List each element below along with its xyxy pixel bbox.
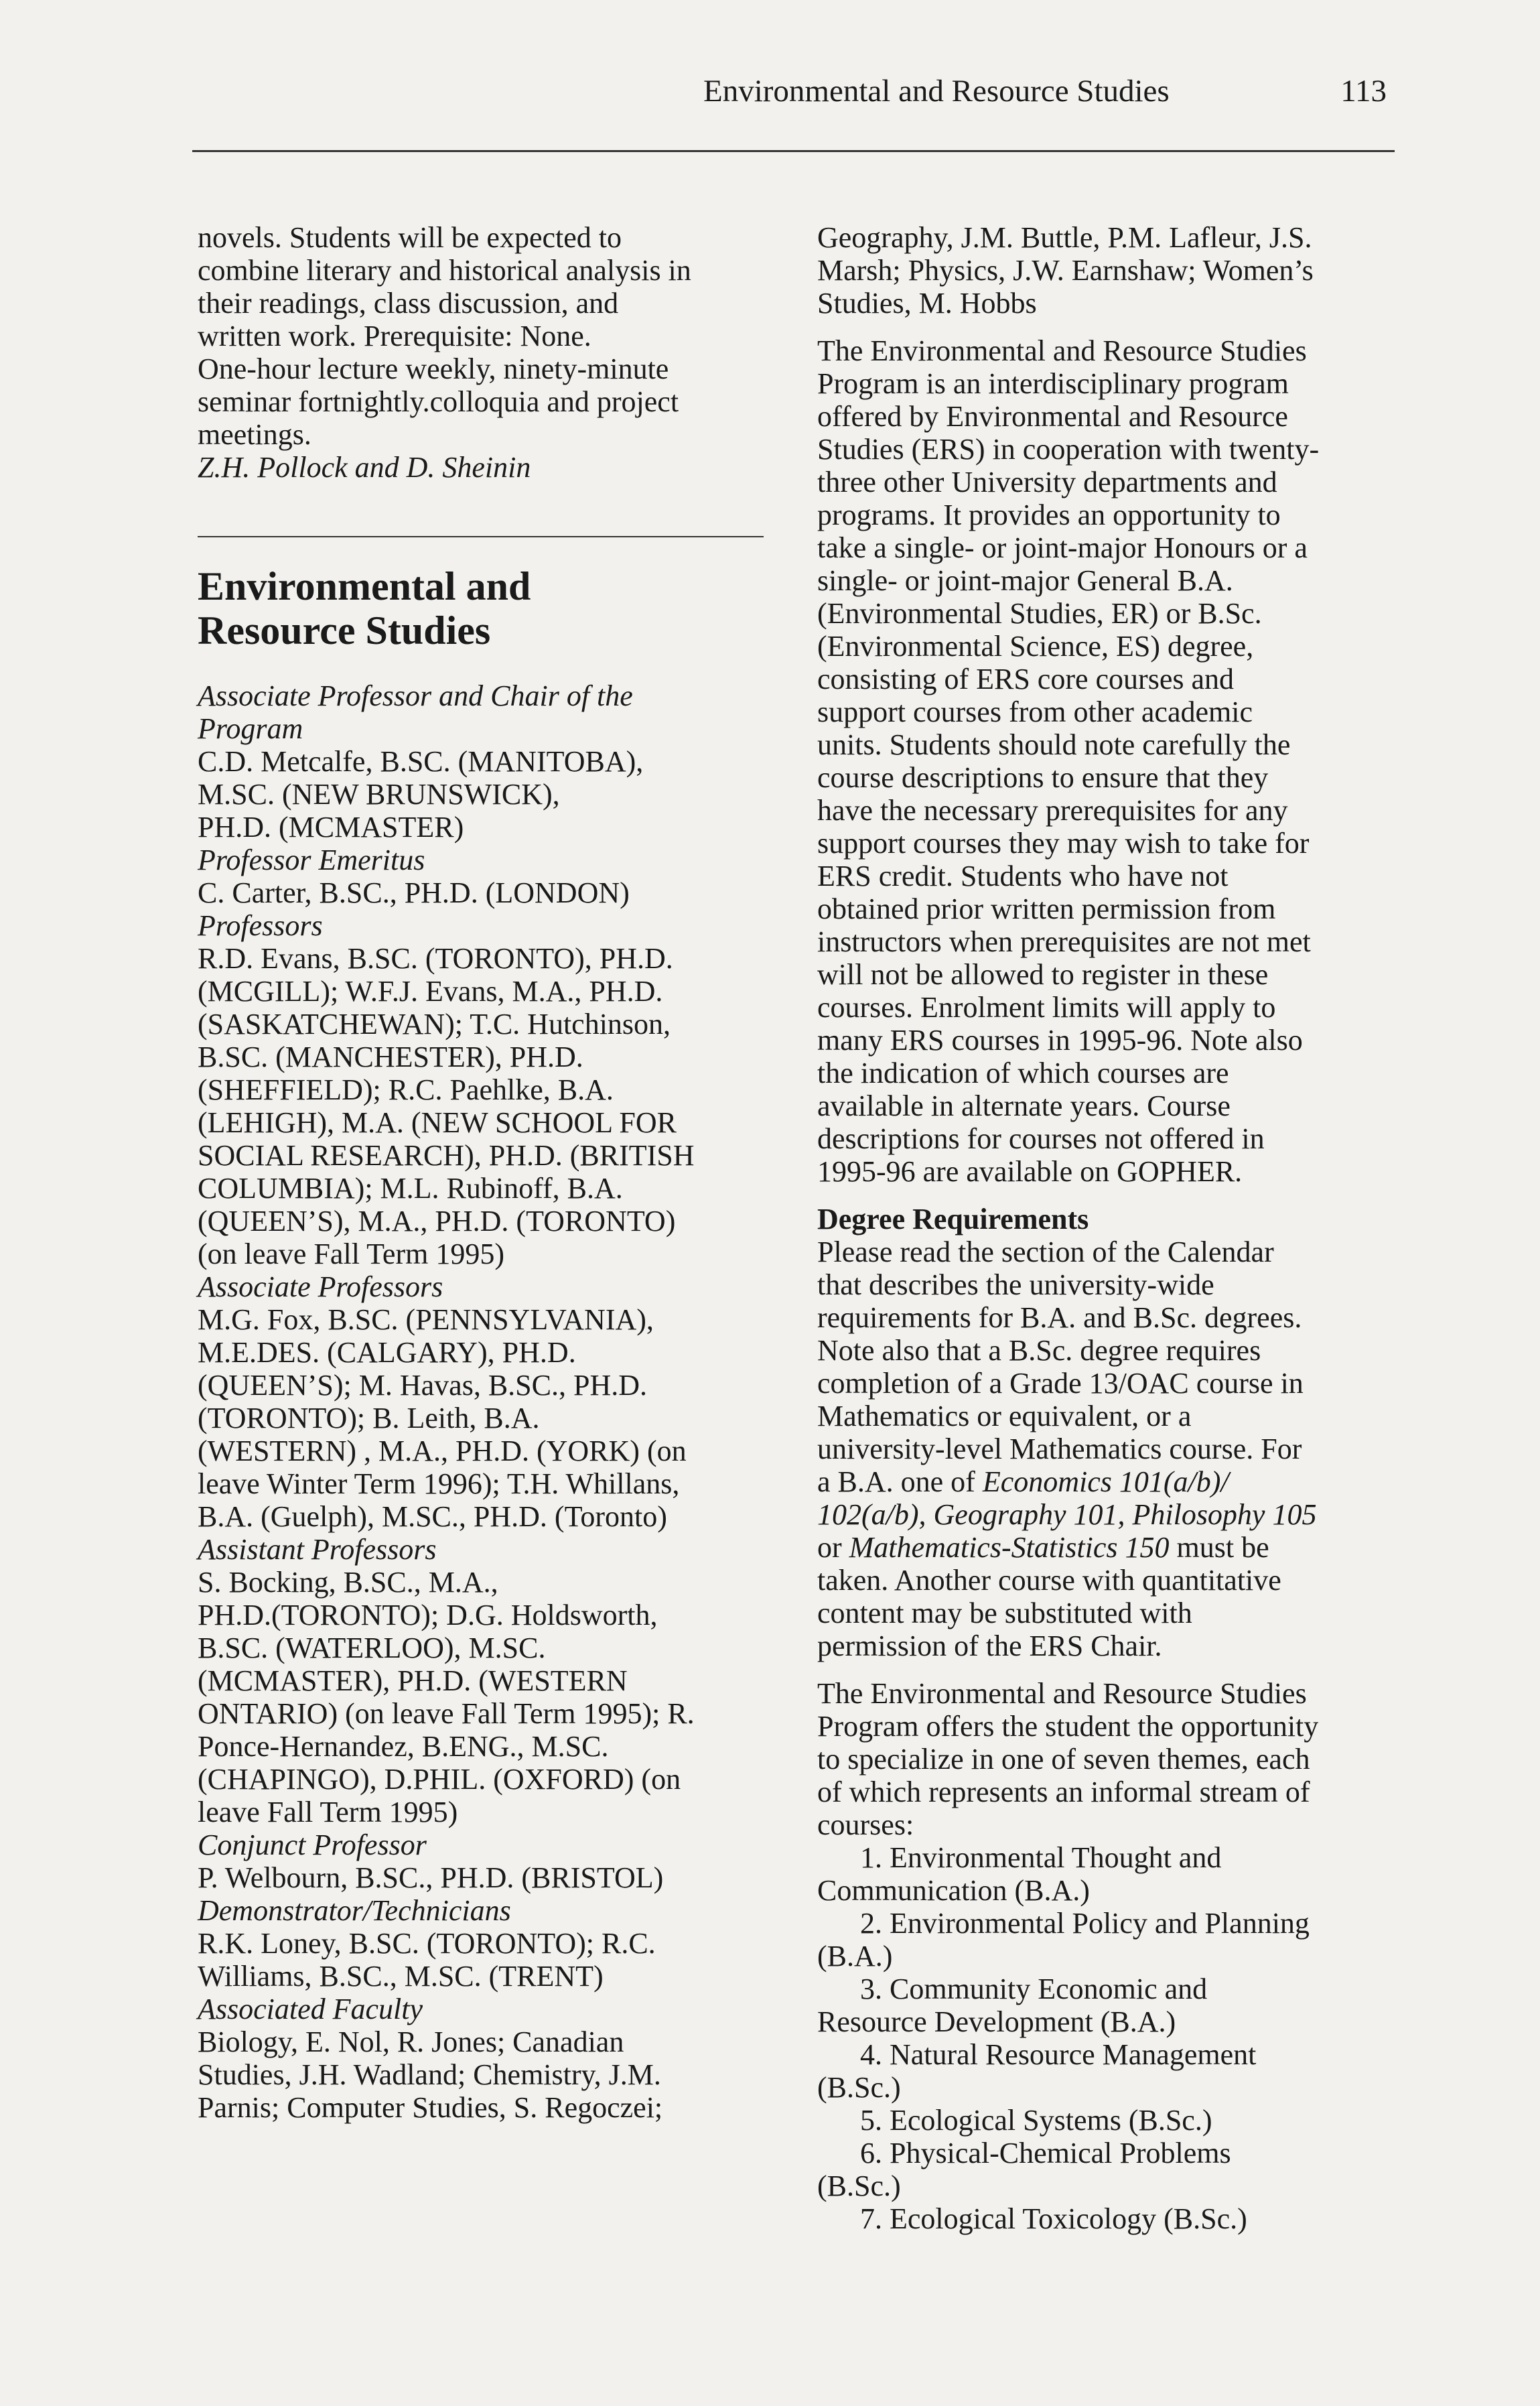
theme-line: 5. Ecological Systems (B.Sc.) <box>860 2104 1212 2137</box>
degree-requirements <box>817 1203 1407 1662</box>
faculty-line: (on leave Fall Term 1995) <box>198 1238 504 1270</box>
faculty-line: Biology, E. Nol, R. Jones; Canadian <box>198 2025 624 2058</box>
text-line: the indication of which courses are <box>817 1057 1229 1089</box>
role-heading: Conjunct Professor <box>198 1828 427 1861</box>
faculty-group-technicians <box>198 1894 764 1993</box>
themes-section <box>817 1677 1407 2235</box>
text-line: that describes the university-wide <box>817 1268 1214 1301</box>
faculty-line: (WESTERN) , M.A., PH.D. (YORK) (on <box>198 1434 687 1467</box>
faculty-line: R.K. Loney, B.SC. (TORONTO); R.C. <box>198 1927 656 1960</box>
faculty-line: S. Bocking, B.SC., M.A., <box>198 1566 498 1599</box>
faculty-line: Parnis; Computer Studies, S. Regoczei; <box>198 2091 663 2124</box>
course-name: 102(a/b), Geography 101, Philosophy 105 <box>817 1498 1317 1531</box>
text-line: single- or joint-major General B.A. <box>817 564 1233 597</box>
faculty-line: leave Fall Term 1995) <box>198 1796 458 1828</box>
text-line: (Environmental Science, ES) degree, <box>817 630 1254 663</box>
faculty-line: B.A. (Guelph), M.SC., PH.D. (Toronto) <box>198 1500 667 1533</box>
text-line: taken. Another course with quantitative <box>817 1564 1281 1597</box>
text-line: novels. Students will be expected to <box>198 221 622 254</box>
role-heading: Associate Professors <box>198 1270 443 1303</box>
text-line: ERS credit. Students who have not <box>817 860 1229 892</box>
text-line: Marsh; Physics, J.W. Earnshaw; Women’s <box>817 254 1314 287</box>
section-title <box>198 564 764 653</box>
theme-item <box>817 1841 1407 1907</box>
role-heading: Professors <box>198 909 323 942</box>
text-line: The Environmental and Resource Studies <box>817 1677 1307 1710</box>
faculty-line: C.D. Metcalfe, B.SC. (MANITOBA), <box>198 745 644 778</box>
text-run: a B.A. one of <box>817 1465 983 1498</box>
text-line: programs. It provides an opportunity to <box>817 498 1281 531</box>
faculty-line: Ponce-Hernandez, B.ENG., M.SC. <box>198 1730 609 1763</box>
text-line: Mathematics or equivalent, or a <box>817 1400 1192 1432</box>
faculty-line: PH.D.(TORONTO); D.G. Holdsworth, <box>198 1599 658 1631</box>
text-line: many ERS courses in 1995-96. Note also <box>817 1024 1303 1057</box>
text-line: courses: <box>817 1808 914 1841</box>
faculty-line: leave Winter Term 1996); T.H. Whillans, <box>198 1467 680 1500</box>
text-run: must be <box>1169 1531 1269 1564</box>
text-line: Program offers the student the opportunity <box>817 1710 1319 1743</box>
role-heading: Associate Professor and Chair of the <box>198 679 633 712</box>
text-line: Program is an interdisciplinary program <box>817 367 1289 400</box>
faculty-line: ONTARIO) (on leave Fall Term 1995); R. <box>198 1697 695 1730</box>
text-line: offered by Environmental and Resource <box>817 400 1288 433</box>
faculty-line: (SASKATCHEWAN); T.C. Hutchinson, <box>198 1008 671 1041</box>
faculty-line: Williams, B.SC., M.SC. (TRENT) <box>198 1960 604 1993</box>
text-line <box>817 1465 1407 1498</box>
text-line: of which represents an informal stream of <box>817 1776 1310 1808</box>
text-line: will not be allowed to register in these <box>817 958 1269 991</box>
faculty-line: M.G. Fox, B.SC. (PENNSYLVANIA), <box>198 1303 654 1336</box>
text-line: instructors when prerequisites are not met <box>817 925 1311 958</box>
faculty-group-associated <box>198 1993 764 2124</box>
faculty-line: R.D. Evans, B.SC. (TORONTO), PH.D. <box>198 942 673 975</box>
text-line: combine literary and historical analysis in <box>198 254 691 287</box>
role-heading: Program <box>198 712 303 745</box>
intro-authors: Z.H. Pollock and D. Sheinin <box>198 451 531 484</box>
text-line: content may be substituted with <box>817 1597 1192 1629</box>
text-line: support courses they may wish to take for <box>817 827 1310 860</box>
text-line: available in alternate years. Course <box>817 1089 1231 1122</box>
text-line: completion of a Grade 13/OAC course in <box>817 1367 1304 1400</box>
text-line: Geography, J.M. Buttle, P.M. Lafleur, J.S. <box>817 221 1312 254</box>
faculty-line: P. Welbourn, B.SC., PH.D. (BRISTOL) <box>198 1861 664 1894</box>
theme-line: Resource Development (B.A.) <box>817 2005 1176 2038</box>
theme-line: (B.Sc.) <box>817 2169 901 2202</box>
faculty-line: Studies, J.H. Wadland; Chemistry, J.M. <box>198 2058 661 2091</box>
theme-line: Communication (B.A.) <box>817 1874 1090 1907</box>
theme-item <box>817 2104 1407 2137</box>
text-line: three other University departments and <box>817 466 1277 498</box>
text-line: courses. Enrolment limits will apply to <box>817 991 1276 1024</box>
faculty-line: SOCIAL RESEARCH), PH.D. (BRITISH <box>198 1139 695 1172</box>
section-title-line: Environmental and <box>198 564 531 608</box>
text-line: requirements for B.A. and B.Sc. degrees. <box>817 1301 1302 1334</box>
text-line: obtained prior written permission from <box>817 892 1276 925</box>
text-line: units. Students should note carefully the <box>817 728 1291 761</box>
faculty-line: COLUMBIA); M.L. Rubinoff, B.A. <box>198 1172 623 1205</box>
faculty-line: M.E.DES. (CALGARY), PH.D. <box>198 1336 576 1369</box>
faculty-line: (SHEFFIELD); R.C. Paehlke, B.A. <box>198 1073 614 1106</box>
text-line: permission of the ERS Chair. <box>817 1629 1162 1662</box>
text-run: or <box>817 1531 849 1564</box>
text-line: The Environmental and Resource Studies <box>817 334 1307 367</box>
faculty-line: (QUEEN’S); M. Havas, B.SC., PH.D. <box>198 1369 647 1402</box>
text-line: consisting of ERS core courses and <box>817 663 1234 695</box>
theme-line: 3. Community Economic and <box>860 1973 1208 2005</box>
faculty-line: (QUEEN’S), M.A., PH.D. (TORONTO) <box>198 1205 676 1238</box>
course-name: Mathematics-Statistics 150 <box>849 1531 1170 1564</box>
faculty-line: (MCMASTER), PH.D. (WESTERN <box>198 1664 628 1697</box>
faculty-line: M.SC. (NEW BRUNSWICK), <box>198 778 560 811</box>
text-line: 1995-96 are available on GOPHER. <box>817 1155 1243 1188</box>
intro-paragraph <box>198 221 764 484</box>
faculty-line: (LEHIGH), M.A. (NEW SCHOOL FOR <box>198 1106 677 1139</box>
program-description <box>817 334 1407 1188</box>
text-line: (Environmental Studies, ER) or B.Sc. <box>817 597 1262 630</box>
theme-line: 2. Environmental Policy and Planning <box>860 1907 1310 1940</box>
text-line: their readings, class discussion, and <box>198 287 619 320</box>
degree-heading: Degree Requirements <box>817 1203 1089 1235</box>
faculty-group-emeritus <box>198 844 764 909</box>
faculty-line: B.SC. (MANCHESTER), PH.D. <box>198 1041 583 1073</box>
theme-line: 4. Natural Resource Management <box>860 2038 1257 2071</box>
text-line: to specialize in one of seven themes, each <box>817 1743 1310 1776</box>
faculty-line: (CHAPINGO), D.PHIL. (OXFORD) (on <box>198 1763 681 1796</box>
theme-line: 6. Physical-Chemical Problems <box>860 2137 1231 2169</box>
associated-faculty-continued <box>817 221 1407 320</box>
text-line: Studies (ERS) in cooperation with twenty- <box>817 433 1320 466</box>
left-column <box>198 221 764 2124</box>
page-number: 113 <box>1340 74 1387 109</box>
text-line: Note also that a B.Sc. degree requires <box>817 1334 1261 1367</box>
header-rule <box>192 150 1395 152</box>
text-line: take a single- or joint-major Honours or a <box>817 531 1308 564</box>
text-line: support courses from other academic <box>817 695 1253 728</box>
text-line: Please read the section of the Calendar <box>817 1235 1274 1268</box>
text-line: One-hour lecture weekly, ninety-minute <box>198 352 669 385</box>
theme-item <box>817 2038 1407 2104</box>
text-line: course descriptions to ensure that they <box>817 761 1269 794</box>
faculty-group-associate <box>198 1270 764 1533</box>
text-line: meetings. <box>198 418 311 451</box>
faculty-group-professors <box>198 909 764 1270</box>
theme-line: (B.Sc.) <box>817 2071 901 2104</box>
role-heading: Demonstrator/Technicians <box>198 1894 511 1927</box>
role-heading: Assistant Professors <box>198 1533 437 1566</box>
text-line: university-level Mathematics course. For <box>817 1432 1302 1465</box>
theme-line: 1. Environmental Thought and <box>860 1841 1222 1874</box>
course-name: Economics 101(a/b)/ <box>982 1465 1229 1498</box>
role-heading: Professor Emeritus <box>198 844 425 876</box>
theme-item <box>817 1907 1407 1973</box>
section-title-line: Resource Studies <box>198 608 491 653</box>
section-divider <box>198 536 764 537</box>
role-heading: Associated Faculty <box>198 1993 423 2025</box>
faculty-line: (MCGILL); W.F.J. Evans, M.A., PH.D. <box>198 975 663 1008</box>
theme-line: (B.A.) <box>817 1940 893 1973</box>
text-line: seminar fortnightly.colloquia and project <box>198 385 679 418</box>
faculty-group-chair <box>198 679 764 844</box>
theme-item <box>817 2137 1407 2202</box>
text-line <box>817 1531 1407 1564</box>
faculty-group-assistant <box>198 1533 764 1828</box>
faculty-group-conjunct <box>198 1828 764 1894</box>
text-line: Studies, M. Hobbs <box>817 287 1037 320</box>
theme-item <box>817 1973 1407 2038</box>
theme-line: 7. Ecological Toxicology (B.Sc.) <box>860 2202 1247 2235</box>
faculty-line: PH.D. (MCMASTER) <box>198 811 464 844</box>
text-line: written work. Prerequisite: None. <box>198 320 591 352</box>
faculty-line: B.SC. (WATERLOO), M.SC. <box>198 1631 546 1664</box>
text-line: have the necessary prerequisites for any <box>817 794 1288 827</box>
running-title: Environmental and Resource Studies <box>703 74 1170 109</box>
right-column <box>817 221 1407 2235</box>
theme-item <box>817 2202 1407 2235</box>
text-line: descriptions for courses not offered in <box>817 1122 1265 1155</box>
faculty-line: (TORONTO); B. Leith, B.A. <box>198 1402 540 1434</box>
faculty-line: C. Carter, B.SC., PH.D. (LONDON) <box>198 876 630 909</box>
